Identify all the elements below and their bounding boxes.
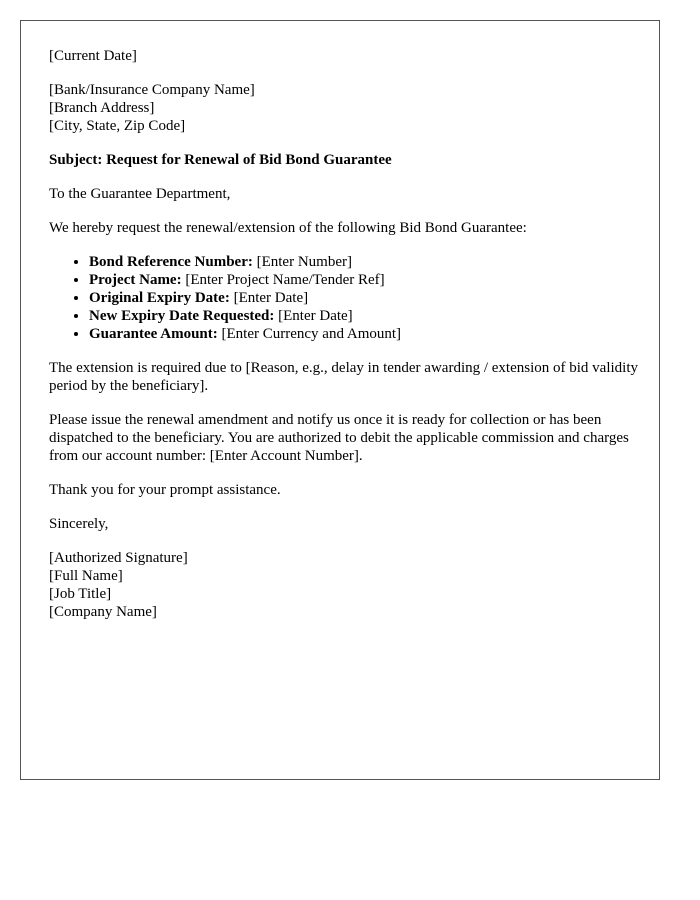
detail-label: Guarantee Amount: <box>89 326 218 342</box>
request-paragraph: Please issue the renewal amendment and notify us once it is ready for collection or has been dispatched to the beneficiary. You are authorized to debit the applicable commission and charges from our account number: [Enter Account Number]. <box>49 412 629 464</box>
detail-value: [Enter Project Name/Tender Ref] <box>181 272 385 288</box>
letter-date: [Current Date] <box>49 48 137 64</box>
list-item <box>89 271 639 289</box>
thanks-line: Thank you for your prompt assistance. <box>49 482 281 498</box>
signatory-company: [Company Name] <box>49 604 157 620</box>
detail-value: [Enter Date] <box>229 290 309 306</box>
intro-paragraph: We hereby request the renewal/extension of the following Bid Bond Guarantee: <box>49 220 527 236</box>
salutation: To the Guarantee Department, <box>49 186 231 202</box>
closing-line: Sincerely, <box>49 516 109 532</box>
detail-label: Original Expiry Date: <box>89 290 230 306</box>
signatory-name: [Full Name] <box>49 568 123 584</box>
detail-label: Bond Reference Number: <box>89 254 253 270</box>
detail-label: New Expiry Date Requested: <box>89 308 275 324</box>
signature-line: [Authorized Signature] <box>49 550 188 566</box>
letter-body <box>49 47 639 621</box>
detail-value: [Enter Number] <box>252 254 352 270</box>
recipient-name: [Bank/Insurance Company Name] <box>49 82 255 98</box>
subject-text: Subject: Request for Renewal of Bid Bond Guarantee <box>49 152 392 168</box>
reason-paragraph: The extension is required due to [Reason, e.g., delay in tender awarding / extension of bid validity period by the beneficiary]. <box>49 360 639 394</box>
letter-page <box>20 20 660 780</box>
signatory-title: [Job Title] <box>49 586 112 602</box>
bond-details-list <box>49 253 639 343</box>
list-item <box>89 253 639 271</box>
list-item <box>89 325 639 343</box>
list-item <box>89 289 639 307</box>
detail-value: [Enter Currency and Amount] <box>217 326 402 342</box>
detail-value: [Enter Date] <box>274 308 353 324</box>
recipient-city: [City, State, Zip Code] <box>49 118 186 134</box>
list-item <box>89 307 639 325</box>
recipient-address: [Branch Address] <box>49 100 155 116</box>
detail-label: Project Name: <box>89 272 182 288</box>
letter-subject <box>49 151 639 169</box>
